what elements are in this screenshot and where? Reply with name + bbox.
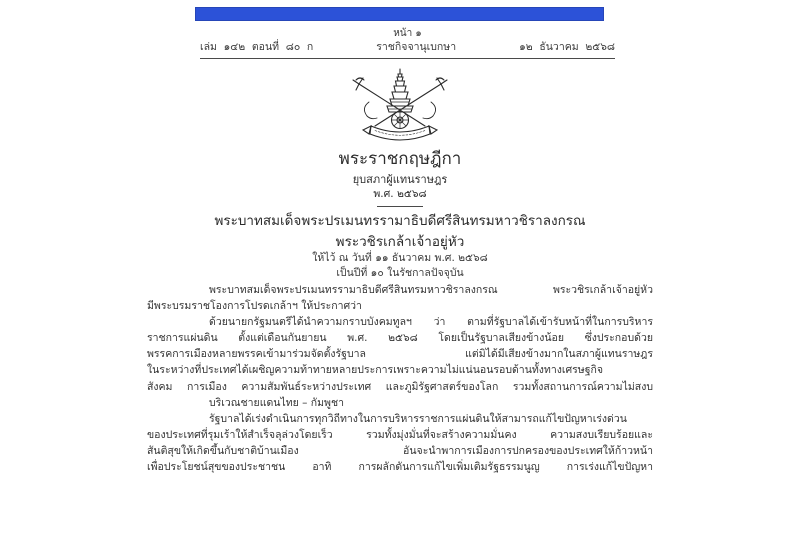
gazette-name: ราชกิจจานุเบกษา [376, 41, 457, 53]
page-number: หน้า ๑ [393, 28, 422, 39]
royal-name-line2: พระวชิรเกล้าเจ้าอยู่หัว [335, 234, 465, 250]
body-line: ราชการแผ่นดิน ตั้งแต่เดือนกันยายน พ.ศ. ๒๕๖๘ โดยเป็นรัฐบาลเสียงข้างน้อย ซึ่งประกอบด้วย [147, 332, 653, 345]
reign-year-line: เป็นปีที่ ๑๐ ในรัชกาลปัจจุบัน [336, 266, 464, 279]
decree-title-block [0, 149, 800, 207]
royal-name-block [0, 210, 800, 253]
decree-subject: ยุบสภาผู้แทนราษฎร [352, 173, 448, 186]
royal-command-seal-icon [347, 68, 453, 150]
body-line: สันติสุขให้เกิดขึ้นกับชาติบ้านเมือง อันจะนำพาการเมืองการปกครองของประเทศให้ก้าวหน้า [147, 444, 653, 457]
body-line: บริเวณชายแดนไทย – กัมพูชา [209, 396, 344, 409]
decree-title: พระราชกฤษฎีกา [338, 149, 462, 169]
title-divider [377, 206, 423, 207]
body-line: ของประเทศที่รุมเร้าให้สำเร็จลุล่วงโดยเร็ว รวมทั้งมุ่งมั่นที่จะสร้างความมั่นคง ความสงบเรียบร้อยและ [147, 428, 653, 441]
given-date-line: ให้ไว้ ณ วันที่ ๑๑ ธันวาคม พ.ศ. ๒๕๖๘ [312, 252, 488, 264]
body-line: สังคม การเมือง ความสัมพันธ์ระหว่างประเทศ และภูมิรัฐศาสตร์ของโลก รวมทั้งสถานการณ์ความไม่สงบ [147, 380, 653, 393]
body-line: เพื่อประโยชน์สุขของประชาชน อาทิ การผลักดันการแก้ไขเพิ่มเติมรัฐธรรมนูญ การเร่งแก้ไขปัญหา [147, 461, 653, 474]
gazette-header-row [200, 41, 615, 59]
body-line: ในระหว่างที่ประเทศได้เผชิญความท้าทายหลายประการเพราะความไม่แน่นอนรอบด้านทั้งทางเศรษฐกิจ [147, 364, 603, 377]
promulgation-block [0, 251, 800, 280]
decree-year: พ.ศ. ๒๕๖๘ [373, 188, 427, 200]
volume-part-label: เล่ม ๑๔๒ ตอนที่ ๘๐ ก [200, 41, 314, 53]
gazette-date: ๑๒ ธันวาคม ๒๕๖๘ [519, 41, 615, 53]
gazette-header [200, 28, 615, 59]
body-line: ด้วยนายกรัฐมนตรีได้นำความกราบบังคมทูลฯ ว่า ตามที่รัฐบาลได้เข้ารับหน้าที่ในการบริหาร [209, 316, 653, 329]
body-line: พระบาทสมเด็จพระปรเมนทรรามาธิบดีศรีสินทรมหาวชิราลงกรณ พระวชิรเกล้าเจ้าอยู่หัว [209, 284, 653, 296]
body-line: มีพระบรมราชโองการโปรดเกล้าฯ ให้ประกาศว่า [147, 300, 362, 313]
decree-body-text [147, 282, 653, 475]
body-line: รัฐบาลได้เร่งดำเนินการทุกวิถีทางในการบริหารราชการแผ่นดินให้สามารถแก้ไขปัญหาเร่งด่วน [209, 412, 627, 425]
body-line: พรรคการเมืองหลายพรรคเข้ามาร่วมจัดตั้งรัฐบาล แต่มิได้มีเสียงข้างมากในสภาผู้แทนราษฎร [147, 348, 653, 361]
top-blue-redaction-bar [195, 7, 604, 21]
royal-name-line1: พระบาทสมเด็จพระปรเมนทรรามาธิบดีศรีสินทรมหาวชิราลงกรณ [214, 213, 586, 229]
